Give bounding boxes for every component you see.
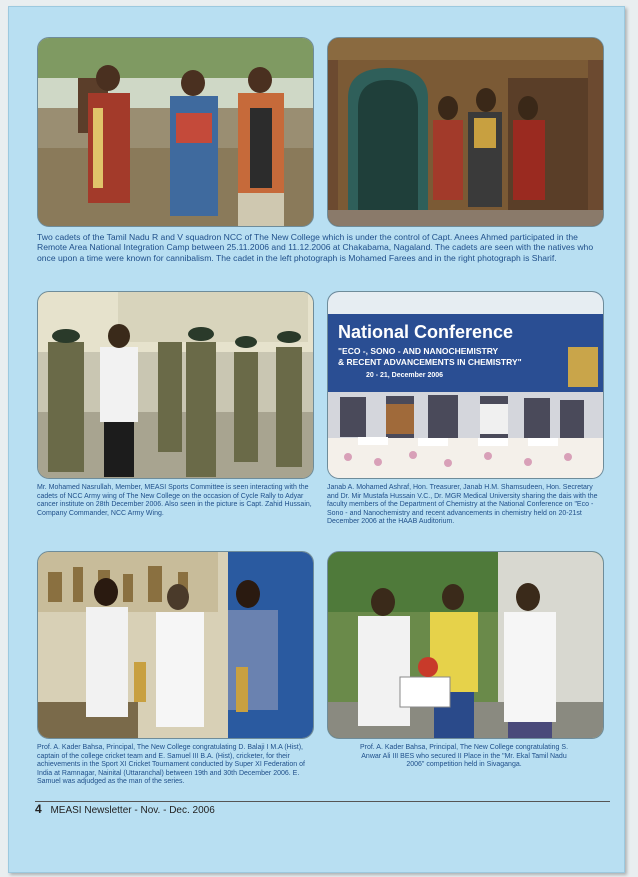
caption-bottom-left: Prof. A. Kader Bahsa, Principal, The New College congratulating D. Balaji I M.A (Hist), captain of the college cricket team and E. Samuel III B.A. (Hist), cricketer, for their achievements in the Sport XI Cricket Tournament conducted by Super XI Federation of India at Ramnagar, Nainital (Uttaranchal) between 19th and 30th December 2006. E. Samuel was adjudged as the man of the series. xyxy=(37,744,305,786)
footer-newsletter-title: MEASI Newsletter - Nov. - Dec. 2006 xyxy=(50,805,215,816)
caption-middle-left: Mr. Mohamed Nasrullah, Member, MEASI Sports Committee is seen interacting with the cadets of NCC Army wing of The New College on the occasion of Cycle Rally to Adyar cancer institute on 28th December 2006. Also seen in the picture is Capt. Zahid Hussain, Company Commander, NCC Army Wing. xyxy=(37,484,312,517)
photo-mr-tamil-nadu-winner xyxy=(327,551,604,739)
photo-cadet-sharif xyxy=(327,37,604,227)
conference-banner-line2: & RECENT ADVANCEMENTS IN CHEMISTRY" xyxy=(338,357,522,367)
photo-national-conference xyxy=(327,291,604,479)
conference-banner-line1: "ECO -, SONO - AND NANOCHEMISTRY xyxy=(338,346,499,356)
caption-middle-right: Janab A. Mohamed Ashraf, Hon. Treasurer, Janab H.M. Shamsudeen, Hon. Secretary and Dr. Mir Mustafa Hussain V.C., Dr. MGR Medical University sharing the dais with the faculty members of the Department of Chemistry at the National Conference on "Eco - Sono - and Nanochemistry and recent advancements in chemistry held on 20-21st December 2006 at the HAAB Auditorium. xyxy=(327,484,598,526)
conference-banner-graphic xyxy=(328,292,603,478)
photo-cricket-felicitation-image xyxy=(38,552,313,738)
photo-cadet-farees-image xyxy=(38,38,313,226)
photo-cadet-farees xyxy=(37,37,314,227)
newsletter-page xyxy=(8,6,625,873)
caption-bottom-right: Prof. A. Kader Bahsa, Principal, The New College congratulating S. Anwar Ali III BES who secured II Place in the "Mr. Ekal Tamil Nadu 2006" competition held in Sivaganga. xyxy=(359,744,569,769)
page-footer xyxy=(35,801,610,822)
photo-ncc-cadets xyxy=(37,291,314,479)
photo-cricket-felicitation xyxy=(37,551,314,739)
conference-banner-title: National Conference xyxy=(338,322,514,342)
page-number: 4 xyxy=(35,802,42,816)
photo-mr-tamil-nadu-winner-image xyxy=(328,552,603,738)
photo-ncc-cadets-image xyxy=(38,292,313,478)
photo-cadet-sharif-image xyxy=(328,38,603,226)
caption-top: Two cadets of the Tamil Nadu R and V squadron NCC of The New College which is under the control of Capt. Anees Ahmed participated in the Remote Area National Integration Camp between 25.11.2006 and 11.12.2006 at Chakabama, Nagaland. The cadets are seen with the natives who once upon a time were known for cannibalism. The cadet in the left photograph is Mohamed Farees and in the right photograph is Sharif. xyxy=(37,232,594,263)
conference-banner-dates: 20 - 21, December 2006 xyxy=(366,372,444,379)
